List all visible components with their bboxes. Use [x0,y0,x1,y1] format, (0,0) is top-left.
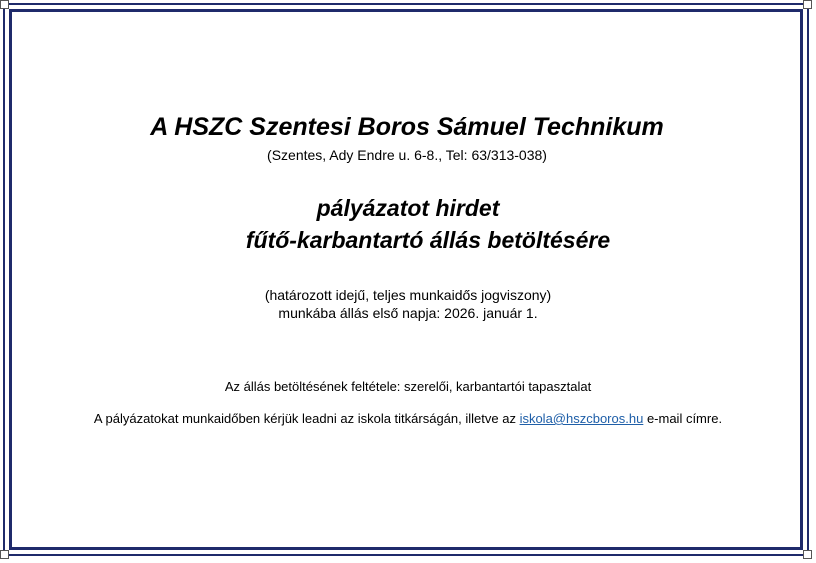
apply-text-prefix: A pályázatokat munkaidőben kérjük leadni az iskola titkárságán, illetve az [93,411,520,426]
corner-resize-handle-top-left[interactable] [0,0,9,9]
corner-resize-handle-top-right[interactable] [803,0,812,9]
contract-type: (határozott idejű, teljes munkaidős jogviszony) [264,287,552,303]
job-requirement: Az állás betöltésének feltétele: szerelői, karbantartói tapasztalat [224,379,592,394]
announcement-line-2: fűtő-karbantartó állás betöltésére [245,227,611,253]
page-border-inner [9,9,803,550]
application-instructions [0,411,816,426]
announcement-line-1: pályázatot hirdet [316,195,500,221]
start-date: munkába állás első napja: 2026. január 1. [278,305,538,321]
corner-resize-handle-bottom-left[interactable] [0,550,9,559]
school-title: A HSZC Szentesi Boros Sámuel Technikum [150,113,664,141]
corner-resize-handle-bottom-right[interactable] [803,550,812,559]
email-link[interactable]: iskola@hszcboros.hu [519,411,644,426]
school-address: (Szentes, Ady Endre u. 6-8., Tel: 63/313-038) [267,147,547,163]
apply-text-suffix: e-mail címre. [643,411,723,426]
